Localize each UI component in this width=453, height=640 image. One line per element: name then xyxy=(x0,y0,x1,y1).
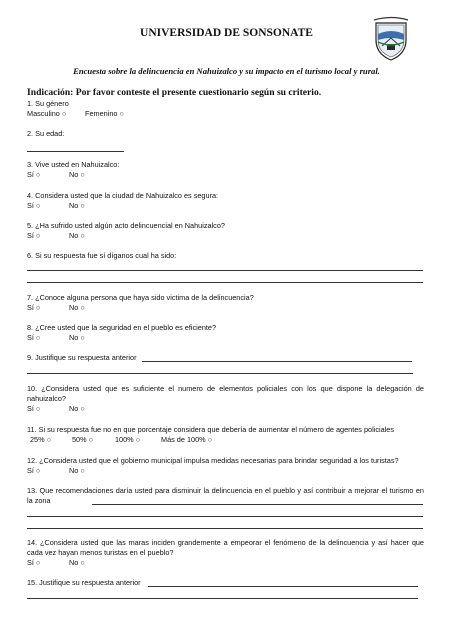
option-no[interactable]: No ○ xyxy=(69,201,85,210)
answer-line[interactable] xyxy=(142,361,412,362)
question-2: 2. Su edad: xyxy=(27,129,65,138)
answer-line[interactable] xyxy=(148,586,418,587)
page-title: UNIVERSIDAD DE SONSONATE xyxy=(140,27,313,39)
answer-line[interactable] xyxy=(27,373,413,374)
option-si[interactable]: Sí ○ xyxy=(27,231,41,240)
question-14: 14. ¿Considera usted que las maras inciden grandemente a empeorar el fenómeno de la delincuencia y así hacer que cada vez hayan menos turistas en el pueblo? xyxy=(27,538,424,557)
option-100-percent[interactable]: 100% ○ xyxy=(115,435,141,444)
option-no[interactable]: No ○ xyxy=(69,404,85,413)
question-10: 10. ¿Considera usted que es suficiente el numero de elementos policiales con los que dispone la delegación de nahuizalco? xyxy=(27,384,424,403)
question-6: 6. Si su respuesta fue sí díganos cual ha sido: xyxy=(27,251,177,260)
option-si[interactable]: Sí ○ xyxy=(27,466,41,475)
option-si[interactable]: Sí ○ xyxy=(27,170,41,179)
answer-line[interactable] xyxy=(27,528,423,529)
question-11: 11. Si su respuesta fue no en que porcentaje considera que debería de aumentar el número de agentes policiales xyxy=(27,425,394,434)
option-no[interactable]: No ○ xyxy=(69,170,85,179)
answer-line[interactable] xyxy=(27,282,423,283)
option-no[interactable]: No ○ xyxy=(69,303,85,312)
option-50-percent[interactable]: 50% ○ xyxy=(72,435,94,444)
option-si[interactable]: Sí ○ xyxy=(27,558,41,567)
option-femenino[interactable]: Femenino ○ xyxy=(85,109,124,118)
question-1: 1. Su género xyxy=(27,99,69,108)
question-12: 12. ¿Considera usted que el gobierno municipal impulsa medidas necesarias para brindar seguridad a los turistas? xyxy=(27,456,399,465)
option-more-than-100[interactable]: Más de 100% ○ xyxy=(161,435,213,444)
option-si[interactable]: Sí ○ xyxy=(27,404,41,413)
question-7: 7. ¿Conoce alguna persona que haya sido victima de la delincuencia? xyxy=(27,293,254,302)
question-8: 8. ¿Cree usted que la seguridad en el pueblo es eficiente? xyxy=(27,323,217,332)
option-25-percent[interactable]: 25% ○ xyxy=(30,435,52,444)
option-masculino[interactable]: Masculino ○ xyxy=(27,109,67,118)
answer-line[interactable] xyxy=(27,598,418,599)
instructions: Indicación: Por favor conteste el presente cuestionario según su criterio. xyxy=(27,87,322,98)
option-no[interactable]: No ○ xyxy=(69,231,85,240)
answer-line[interactable] xyxy=(27,270,423,271)
question-9: 9. Justifique su respuesta anterior xyxy=(27,353,137,362)
question-5: 5. ¿Ha sufrido usted algún acto delincuencial en Nahuizalco? xyxy=(27,221,225,230)
survey-subtitle: Encuesta sobre la delincuencia en Nahuizalco y su impacto en el turismo local y rural. xyxy=(73,66,380,76)
option-si[interactable]: Sí ○ xyxy=(27,333,41,342)
answer-line[interactable] xyxy=(92,504,423,505)
question-3: 3. Vive usted en Nahuizalco: xyxy=(27,160,120,169)
answer-line[interactable] xyxy=(27,516,423,517)
option-no[interactable]: No ○ xyxy=(69,333,85,342)
university-seal-icon xyxy=(370,14,412,62)
question-13: 13. Que recomendaciones daría usted para disminuir la delincuencia en el pueblo y así contribuir a mejorar el turismo en la zona xyxy=(27,486,424,505)
option-si[interactable]: Sí ○ xyxy=(27,303,41,312)
answer-line-age[interactable] xyxy=(27,151,124,152)
question-4: 4. Considera usted que la ciudad de Nahuizalco es segura: xyxy=(27,191,219,200)
option-no[interactable]: No ○ xyxy=(69,558,85,567)
option-si[interactable]: Sí ○ xyxy=(27,201,41,210)
question-15: 15. Justifique su respuesta anterior xyxy=(27,578,141,587)
option-no[interactable]: No ○ xyxy=(69,466,85,475)
